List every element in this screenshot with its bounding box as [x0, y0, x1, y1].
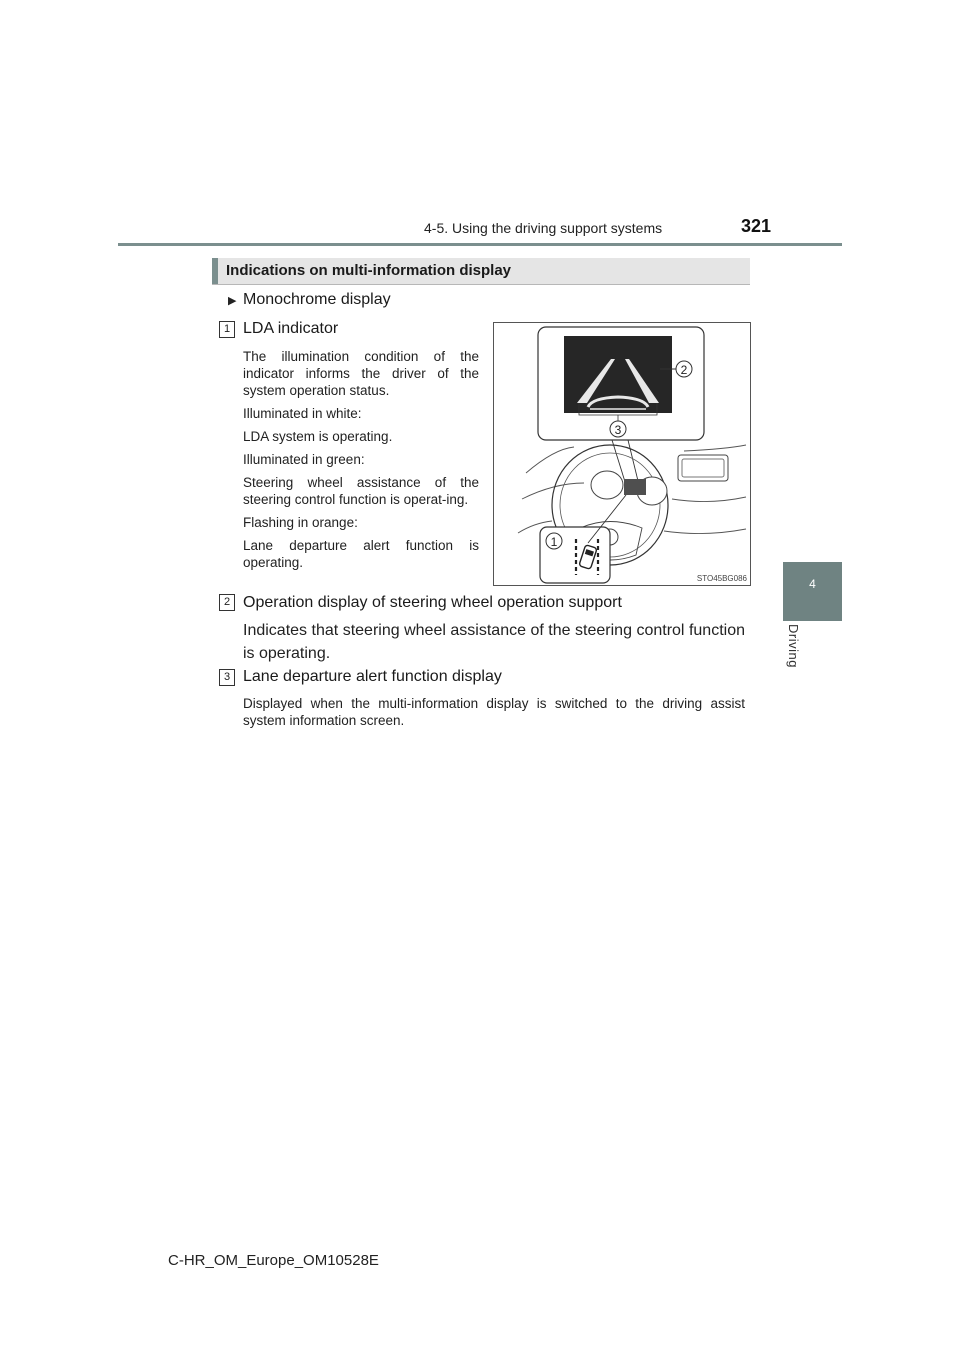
desc-paragraph: Lane departure alert function is operating.: [243, 538, 479, 570]
item-1-description: [243, 348, 479, 571]
item-3-description: [243, 695, 745, 729]
figure-callout-1: 1: [550, 535, 558, 549]
item-title-operation-display: Operation display of steering wheel operation support: [243, 594, 622, 611]
footer-document-id: C-HR_OM_Europe_OM10528E: [168, 1252, 379, 1269]
desc-paragraph: Flashing in orange:: [243, 515, 358, 530]
header-divider: [118, 243, 842, 246]
section-heading-bar: [212, 258, 750, 285]
desc-paragraph: Illuminated in green:: [243, 452, 365, 467]
page-number: 321: [741, 216, 772, 236]
dashboard-illustration-svg: [494, 323, 750, 585]
section-title: Indications on multi-information display: [226, 262, 512, 279]
figure-code: STO45BG086: [696, 574, 747, 583]
section-bar-accent: [212, 258, 218, 284]
chapter-tab-number: 4: [809, 577, 816, 591]
item-title-lda-indicator: LDA indicator: [243, 320, 339, 337]
desc-paragraph: LDA system is operating.: [243, 429, 393, 444]
triangle-bullet-icon: ▶: [228, 295, 237, 307]
item-2-description: [243, 619, 745, 665]
desc-paragraph: Indicates that steering wheel assistance of the steering control function is operating.: [243, 622, 745, 662]
desc-paragraph: Illuminated in white:: [243, 406, 362, 421]
subheading-monochrome: Monochrome display: [243, 291, 391, 308]
desc-paragraph: Displayed when the multi-information display is switched to the driving assist system information screen.: [243, 696, 745, 728]
figure-callout-2: 2: [680, 363, 688, 377]
desc-paragraph: The illumination condition of the indicator informs the driver of the system operation status.: [243, 349, 479, 398]
chapter-tab: [783, 562, 842, 621]
figure-callout-3: 3: [614, 423, 622, 437]
desc-paragraph: Steering wheel assistance of the steering control function is operat-ing.: [243, 475, 479, 507]
chapter-label-text: Driving: [786, 624, 801, 668]
item-number-2: 2: [219, 594, 235, 611]
item-title-lane-departure-display: Lane departure alert function display: [243, 668, 502, 685]
chapter-label: [787, 624, 803, 684]
dashboard-illustration: [493, 322, 751, 586]
item-number-1: 1: [219, 321, 235, 338]
item-number-3: 3: [219, 669, 235, 686]
header-section-path: 4-5. Using the driving support systems: [424, 220, 663, 236]
